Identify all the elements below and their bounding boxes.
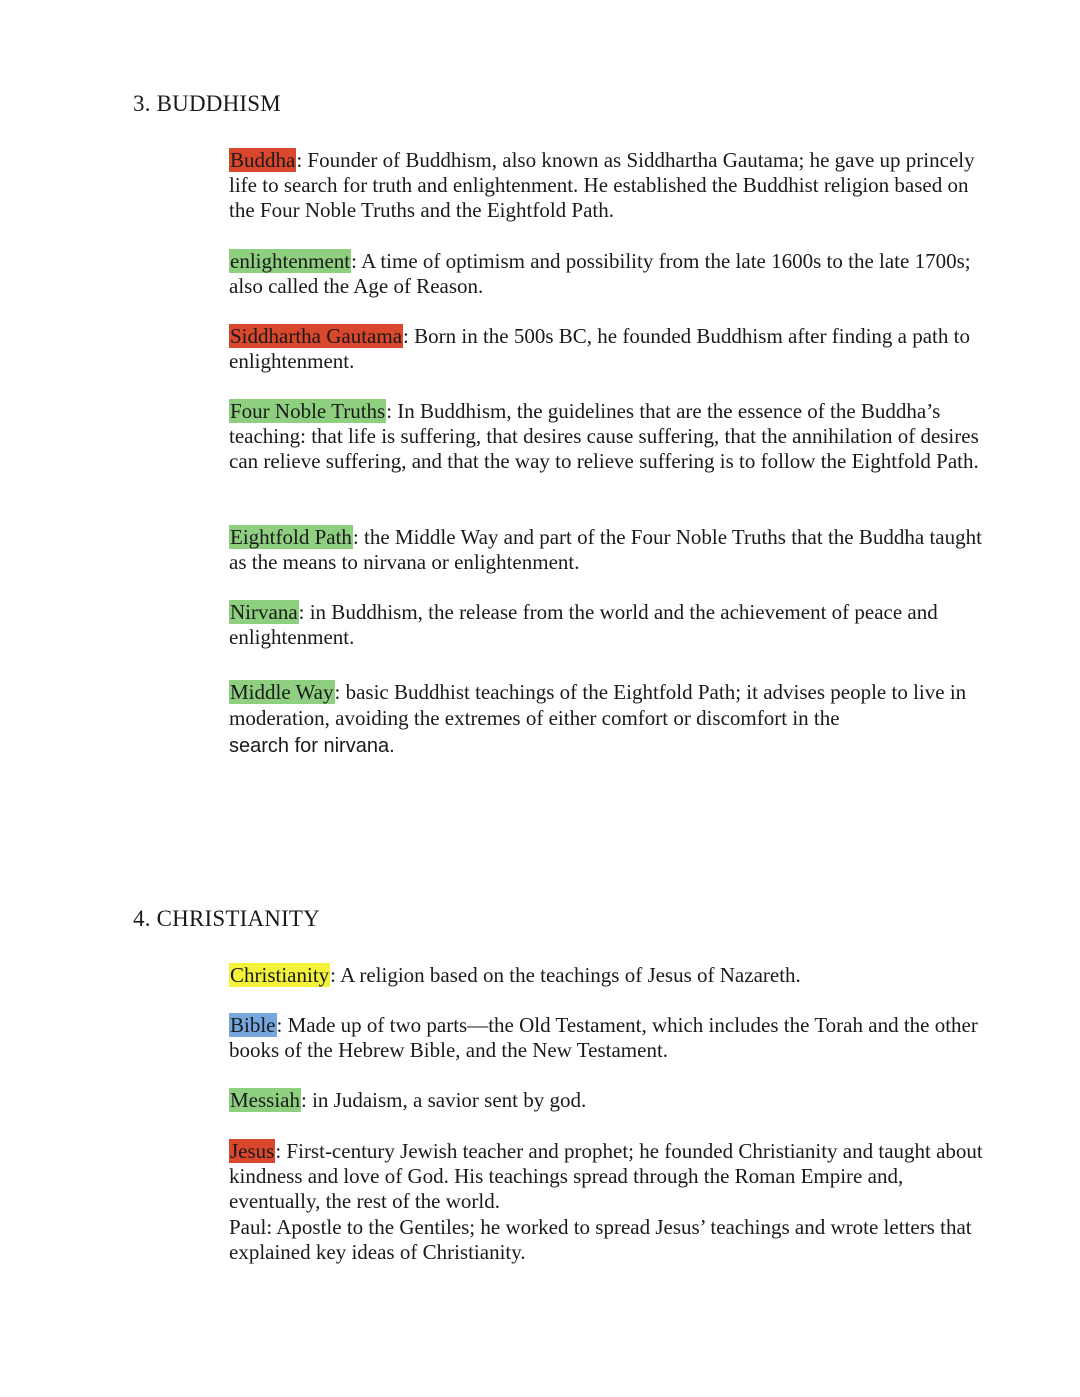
term-jesus: Jesus <box>230 1139 275 1163</box>
glossary-entry-messiah <box>229 1088 989 1113</box>
term-messiah: Messiah <box>230 1088 300 1112</box>
glossary-entry-enlightenment <box>229 249 989 299</box>
term-eightfold-path: Eightfold Path <box>230 525 352 549</box>
term-four-noble-truths: Four Noble Truths <box>230 399 386 423</box>
glossary-entry-bible <box>229 1013 989 1063</box>
definition-middle-way: : basic Buddhist teachings of the Eightfold Path; it advises people to live in moderation, avoiding the extremes of either comfort or discomfort in the <box>229 680 967 730</box>
definition-eightfold-path: : the Middle Way and part of the Four Noble Truths that the Buddha taught as the means to nirvana or enlightenment. <box>229 525 982 575</box>
definition-four-noble-truths: : In Buddhism, the guidelines that are the essence of the Buddha’s teaching: that life is suffering, that desires cause suffering, that the annihilation of desires can relieve suffering, and that the way to relieve suffering is to follow the Eightfold Path. <box>229 399 979 474</box>
glossary-entry-eightfold-path <box>229 525 989 575</box>
glossary-entry-middle-way <box>229 679 989 731</box>
definition-christianity: : A religion based on the teachings of Jesus of Nazareth. <box>330 963 801 987</box>
term-siddhartha-gautama: Siddhartha Gautama <box>230 324 403 348</box>
definition-messiah: : in Judaism, a savior sent by god. <box>301 1088 587 1112</box>
term-enlightenment: enlightenment <box>230 249 351 273</box>
glossary-entry-nirvana <box>229 600 989 650</box>
term-christianity: Christianity <box>230 963 330 987</box>
term-buddha: Buddha <box>230 148 296 172</box>
glossary-entry-buddha <box>229 148 989 224</box>
definition-buddha: : Founder of Buddhism, also known as Siddhartha Gautama; he gave up princely life to search for truth and enlightenment. He established the Buddhist religion based on the Four Noble Truths and the Eightfold Path. <box>229 148 975 223</box>
term-bible: Bible <box>230 1013 276 1037</box>
glossary-entry-four-noble-truths <box>229 399 989 475</box>
glossary-entry-christianity <box>229 963 989 988</box>
definition-jesus: : First-century Jewish teacher and prophet; he founded Christianity and taught about kindness and love of God. His teachings spread through the Roman Empire and, eventually, the rest of the world. <box>229 1139 983 1214</box>
definition-bible: : Made up of two parts—the Old Testament, which includes the Torah and the other books of the Hebrew Bible, and the New Testament. <box>229 1013 978 1063</box>
glossary-entry-paul: Paul: Apostle to the Gentiles; he worked to spread Jesus’ teachings and wrote letters that explained key ideas of Christianity. <box>229 1214 972 1264</box>
section-heading-buddhism: 3. BUDDHISM <box>133 91 281 116</box>
definition-enlightenment: : A time of optimism and possibility from the late 1600s to the late 1700s; also called the Age of Reason. <box>229 249 971 299</box>
term-middle-way: Middle Way <box>230 680 334 704</box>
section-heading-christianity: 4. CHRISTIANITY <box>133 906 320 931</box>
term-nirvana: Nirvana <box>230 600 298 624</box>
definition-middle-way-tail: search for nirvana. <box>229 735 395 757</box>
glossary-entry-jesus <box>229 1139 989 1265</box>
definition-siddhartha-gautama: : Born in the 500s BC, he founded Buddhism after finding a path to enlightenment. <box>229 324 970 374</box>
definition-nirvana: : in Buddhism, the release from the world and the achievement of peace and enlightenment. <box>229 600 938 650</box>
glossary-entry-siddhartha-gautama <box>229 324 989 374</box>
